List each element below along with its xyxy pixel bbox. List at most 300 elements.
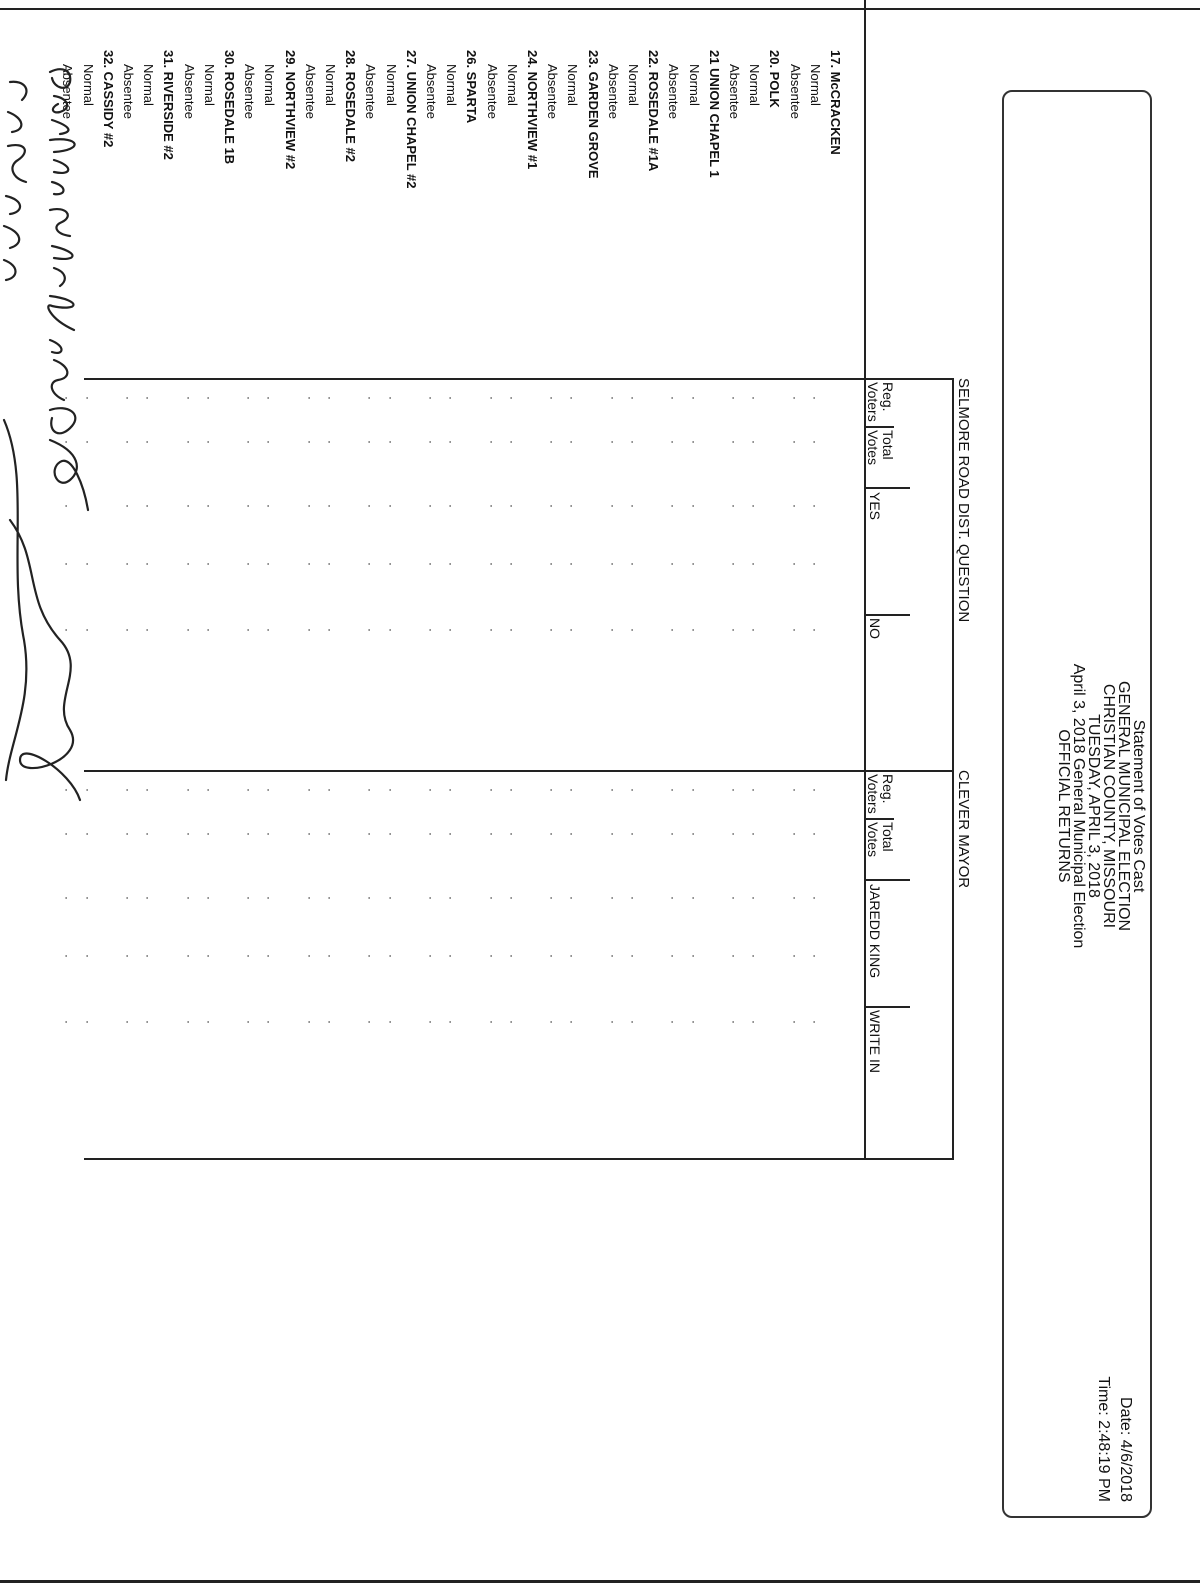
empty-cell-mark: · (565, 504, 580, 508)
empty-cell-mark: · (201, 396, 216, 400)
empty-cell-mark: · (121, 788, 135, 792)
empty-cell-mark: · (807, 504, 822, 508)
empty-cell-mark: · (242, 788, 257, 792)
empty-cell-mark: · (686, 954, 701, 958)
empty-cell-mark: · (80, 896, 95, 900)
empty-cell-mark: · (424, 440, 438, 444)
empty-cell-mark: · (626, 896, 640, 900)
empty-cell-mark: · (383, 896, 398, 900)
empty-cell-mark: · (262, 504, 277, 508)
empty-cell-mark: · (121, 628, 135, 632)
empty-cell-mark: · (747, 628, 762, 632)
empty-cell-mark: · (727, 628, 741, 632)
empty-cell-mark: · (141, 954, 156, 958)
empty-cell-mark: · (141, 628, 156, 632)
empty-cell-mark: · (121, 1020, 135, 1024)
empty-cell-mark: · (242, 440, 257, 444)
empty-cell-mark: · (444, 396, 459, 400)
empty-cell-mark: · (666, 832, 681, 836)
empty-cell-mark: · (484, 628, 499, 632)
empty-cell-mark: · (302, 1020, 317, 1024)
empty-cell-mark: · (686, 788, 701, 792)
empty-cell-mark: · (242, 832, 257, 836)
empty-cell-mark: · (727, 832, 741, 836)
empty-cell-mark: · (686, 440, 701, 444)
empty-cell-mark: · (747, 1020, 762, 1024)
empty-cell-mark: · (363, 504, 378, 508)
empty-cell-mark: · (504, 954, 519, 958)
precinct-label: 21 UNION CHAPEL 1 (706, 50, 722, 178)
empty-cell-mark: · (242, 562, 257, 566)
empty-cell-mark: · (787, 504, 802, 508)
empty-cell-mark: · (807, 628, 822, 632)
col-header: JAREDD KING (867, 884, 883, 979)
empty-cell-mark: · (181, 832, 196, 836)
precinct-subrow-label: Absentee (666, 64, 682, 119)
empty-cell-mark: · (686, 896, 701, 900)
empty-cell-mark: · (121, 832, 135, 836)
precinct-label: 24. NORTHVIEW #1 (525, 50, 540, 170)
empty-cell-mark: · (262, 954, 277, 958)
empty-cell-mark: · (424, 832, 438, 836)
empty-cell-mark: · (383, 628, 398, 632)
empty-cell-mark: · (504, 832, 519, 836)
empty-cell-mark: · (686, 832, 701, 836)
empty-cell-mark: · (424, 396, 438, 400)
empty-cell-mark: · (323, 1020, 337, 1024)
empty-cell-mark: · (201, 832, 216, 836)
empty-cell-mark: · (686, 396, 701, 400)
precinct-subrow-label: Absentee (181, 64, 197, 119)
empty-cell-mark: · (242, 1020, 257, 1024)
empty-cell-mark: · (383, 504, 398, 508)
empty-cell-mark: · (545, 832, 560, 836)
precinct-subrow-label: Absentee (727, 64, 742, 119)
precinct-subrow-label: Normal (201, 64, 217, 106)
empty-cell-mark: · (666, 896, 681, 900)
empty-cell-mark: · (747, 954, 762, 958)
empty-cell-mark: · (181, 628, 196, 632)
empty-cell-mark: · (545, 954, 560, 958)
empty-cell-mark: · (727, 788, 741, 792)
empty-cell-mark: · (363, 832, 378, 836)
empty-cell-mark: · (747, 504, 762, 508)
empty-cell-mark: · (323, 832, 337, 836)
empty-cell-mark: · (727, 440, 741, 444)
empty-cell-mark: · (444, 788, 459, 792)
empty-cell-mark: · (484, 396, 499, 400)
empty-cell-mark: · (484, 896, 499, 900)
precinct-subrow-label: Absentee (545, 64, 561, 119)
empty-cell-mark: · (242, 396, 257, 400)
race-title-clever-mayor: CLEVER MAYOR (955, 770, 972, 889)
col-header: YES (867, 492, 883, 521)
empty-cell-mark: · (727, 954, 741, 958)
empty-cell-mark: · (747, 440, 762, 444)
empty-cell-mark: · (121, 562, 135, 566)
col-header: WRITE IN (867, 1010, 883, 1073)
empty-cell-mark: · (181, 396, 196, 400)
empty-cell-mark: · (747, 562, 762, 566)
empty-cell-mark: · (60, 396, 75, 400)
empty-cell-mark: · (242, 896, 257, 900)
empty-cell-mark: · (242, 504, 257, 508)
empty-cell-mark: · (504, 440, 519, 444)
empty-cell-mark: · (363, 896, 378, 900)
empty-cell-mark: · (484, 1020, 499, 1024)
report-time: Time: 2:48:19 PM (1095, 1376, 1112, 1502)
empty-cell-mark: · (383, 440, 398, 444)
empty-cell-mark: · (80, 440, 95, 444)
empty-cell-mark: · (545, 896, 560, 900)
empty-cell-mark: · (605, 396, 620, 400)
empty-cell-mark: · (605, 628, 620, 632)
empty-cell-mark: · (302, 788, 317, 792)
precinct-label: 31. RIVERSIDE #2 (161, 50, 177, 160)
empty-cell-mark: · (242, 628, 257, 632)
report-title-line: April 3, 2018 General Municipal Election (1070, 663, 1087, 949)
empty-cell-mark: · (666, 504, 681, 508)
empty-cell-mark: · (807, 788, 822, 792)
empty-cell-mark: · (141, 896, 156, 900)
empty-cell-mark: · (121, 504, 135, 508)
empty-cell-mark: · (141, 788, 156, 792)
empty-cell-mark: · (80, 396, 95, 400)
col-header: Total Votes (865, 430, 896, 466)
empty-cell-mark: · (565, 1020, 580, 1024)
empty-cell-mark: · (363, 788, 378, 792)
empty-cell-mark: · (484, 954, 499, 958)
empty-cell-mark: · (504, 788, 519, 792)
empty-cell-mark: · (60, 440, 75, 444)
empty-cell-mark: · (302, 440, 317, 444)
empty-cell-mark: · (323, 788, 337, 792)
empty-cell-mark: · (302, 562, 317, 566)
empty-cell-mark: · (181, 788, 196, 792)
empty-cell-mark: · (504, 396, 519, 400)
empty-cell-mark: · (484, 504, 499, 508)
empty-cell-mark: · (323, 396, 337, 400)
empty-cell-mark: · (80, 562, 95, 566)
empty-cell-mark: · (383, 1020, 398, 1024)
precinct-subrow-label: Absentee (424, 64, 439, 119)
report-title-line: TUESDAY, APRIL 3, 2018 (1085, 714, 1102, 898)
empty-cell-mark: · (787, 440, 802, 444)
precinct-subrow-label: Normal (565, 64, 581, 106)
empty-cell-mark: · (747, 788, 762, 792)
empty-cell-mark: · (141, 1020, 156, 1024)
empty-cell-mark: · (626, 396, 640, 400)
empty-cell-mark: · (141, 440, 156, 444)
empty-cell-mark: · (565, 832, 580, 836)
precinct-subrow-label: Absentee (121, 64, 136, 119)
empty-cell-mark: · (807, 440, 822, 444)
empty-cell-mark: · (383, 832, 398, 836)
empty-cell-mark: · (545, 628, 560, 632)
empty-cell-mark: · (787, 788, 802, 792)
empty-cell-mark: · (242, 954, 257, 958)
precinct-subrow-label: Absentee (787, 64, 803, 119)
empty-cell-mark: · (666, 628, 681, 632)
empty-cell-mark: · (807, 562, 822, 566)
empty-cell-mark: · (444, 832, 459, 836)
empty-cell-mark: · (565, 440, 580, 444)
precinct-label: 30. ROSEDALE 1B (222, 50, 237, 165)
empty-cell-mark: · (545, 440, 560, 444)
empty-cell-mark: · (80, 954, 95, 958)
empty-cell-mark: · (60, 504, 75, 508)
empty-cell-mark: · (626, 628, 640, 632)
empty-cell-mark: · (565, 628, 580, 632)
empty-cell-mark: · (302, 832, 317, 836)
empty-cell-mark: · (201, 954, 216, 958)
col-header: Total Votes (865, 822, 896, 858)
precinct-label: 23. GARDEN GROVE (585, 50, 601, 179)
empty-cell-mark: · (60, 954, 75, 958)
empty-cell-mark: · (262, 832, 277, 836)
empty-cell-mark: · (363, 562, 378, 566)
empty-cell-mark: · (565, 954, 580, 958)
empty-cell-mark: · (686, 504, 701, 508)
empty-cell-mark: · (545, 1020, 560, 1024)
empty-cell-mark: · (201, 440, 216, 444)
precinct-subrow-label: Normal (262, 64, 278, 106)
precinct-subrow-label: Absentee (484, 64, 500, 119)
empty-cell-mark: · (363, 628, 378, 632)
empty-cell-mark: · (626, 1020, 640, 1024)
empty-cell-mark: · (121, 896, 135, 900)
empty-cell-mark: · (383, 788, 398, 792)
empty-cell-mark: · (363, 1020, 378, 1024)
empty-cell-mark: · (444, 628, 459, 632)
empty-cell-mark: · (666, 788, 681, 792)
empty-cell-mark: · (605, 504, 620, 508)
empty-cell-mark: · (323, 504, 337, 508)
empty-cell-mark: · (747, 396, 762, 400)
empty-cell-mark: · (626, 440, 640, 444)
precinct-subrow-label: Normal (626, 64, 641, 106)
empty-cell-mark: · (181, 954, 196, 958)
empty-cell-mark: · (141, 396, 156, 400)
empty-cell-mark: · (141, 562, 156, 566)
empty-cell-mark: · (686, 562, 701, 566)
report-title-line: Statement of Votes Cast (1130, 719, 1147, 893)
empty-cell-mark: · (605, 1020, 620, 1024)
empty-cell-mark: · (605, 788, 620, 792)
empty-cell-mark: · (504, 504, 519, 508)
empty-cell-mark: · (504, 896, 519, 900)
empty-cell-mark: · (121, 440, 135, 444)
empty-cell-mark: · (807, 954, 822, 958)
empty-cell-mark: · (424, 954, 438, 958)
precinct-label: 28. ROSEDALE #2 (343, 50, 359, 162)
empty-cell-mark: · (565, 562, 580, 566)
empty-cell-mark: · (727, 562, 741, 566)
precinct-subrow-label: Normal (444, 64, 460, 106)
empty-cell-mark: · (666, 954, 681, 958)
empty-cell-mark: · (141, 504, 156, 508)
precinct-label: 27. UNION CHAPEL #2 (403, 50, 419, 189)
empty-cell-mark: · (444, 1020, 459, 1024)
empty-cell-mark: · (807, 396, 822, 400)
signature-2 (4, 82, 80, 800)
precinct-subrow-label: Normal (323, 64, 338, 106)
empty-cell-mark: · (201, 896, 216, 900)
empty-cell-mark: · (60, 628, 75, 632)
precinct-label: 17. McCRACKEN (828, 50, 843, 155)
col-header: Reg. Voters (865, 774, 896, 814)
empty-cell-mark: · (727, 504, 741, 508)
empty-cell-mark: · (545, 504, 560, 508)
empty-cell-mark: · (323, 562, 337, 566)
empty-cell-mark: · (626, 562, 640, 566)
empty-cell-mark: · (565, 896, 580, 900)
empty-cell-mark: · (504, 1020, 519, 1024)
empty-cell-mark: · (605, 832, 620, 836)
empty-cell-mark: · (504, 562, 519, 566)
race-title-selmore: SELMORE ROAD DIST. QUESTION (955, 378, 972, 623)
precinct-subrow-label: Normal (686, 64, 702, 106)
empty-cell-mark: · (363, 440, 378, 444)
empty-cell-mark: · (484, 832, 499, 836)
empty-cell-mark: · (787, 562, 802, 566)
empty-cell-mark: · (201, 562, 216, 566)
empty-cell-mark: · (80, 1020, 95, 1024)
empty-cell-mark: · (787, 954, 802, 958)
empty-cell-mark: · (201, 628, 216, 632)
empty-cell-mark: · (787, 396, 802, 400)
empty-cell-mark: · (323, 440, 337, 444)
empty-cell-mark: · (60, 896, 75, 900)
empty-cell-mark: · (60, 832, 75, 836)
empty-cell-mark: · (323, 628, 337, 632)
empty-cell-mark: · (545, 396, 560, 400)
empty-cell-mark: · (80, 504, 95, 508)
empty-cell-mark: · (666, 440, 681, 444)
precinct-subrow-label: Absentee (242, 64, 258, 119)
empty-cell-mark: · (181, 1020, 196, 1024)
empty-cell-mark: · (747, 896, 762, 900)
col-header: NO (867, 618, 883, 639)
empty-cell-mark: · (626, 504, 640, 508)
empty-cell-mark: · (626, 954, 640, 958)
empty-cell-mark: · (302, 628, 317, 632)
empty-cell-mark: · (787, 628, 802, 632)
empty-cell-mark: · (605, 896, 620, 900)
empty-cell-mark: · (302, 896, 317, 900)
empty-cell-mark: · (181, 562, 196, 566)
empty-cell-mark: · (121, 954, 135, 958)
empty-cell-mark: · (605, 562, 620, 566)
report-title-line: OFFICIAL RETURNS (1055, 729, 1072, 883)
empty-cell-mark: · (424, 788, 438, 792)
empty-cell-mark: · (484, 788, 499, 792)
empty-cell-mark: · (383, 562, 398, 566)
empty-cell-mark: · (626, 788, 640, 792)
empty-cell-mark: · (626, 832, 640, 836)
empty-cell-mark: · (444, 896, 459, 900)
empty-cell-mark: · (807, 1020, 822, 1024)
empty-cell-mark: · (727, 896, 741, 900)
empty-cell-mark: · (424, 1020, 438, 1024)
empty-cell-mark: · (686, 628, 701, 632)
empty-cell-mark: · (747, 832, 762, 836)
empty-cell-mark: · (181, 896, 196, 900)
precinct-subrow-label: Absentee (302, 64, 318, 119)
empty-cell-mark: · (363, 954, 378, 958)
empty-cell-mark: · (80, 628, 95, 632)
empty-cell-mark: · (262, 896, 277, 900)
empty-cell-mark: · (60, 562, 75, 566)
precinct-subrow-label: Normal (747, 64, 763, 106)
empty-cell-mark: · (383, 954, 398, 958)
empty-cell-mark: · (504, 628, 519, 632)
empty-cell-mark: · (545, 562, 560, 566)
precinct-label: 22. ROSEDALE #1A (646, 50, 662, 172)
empty-cell-mark: · (484, 562, 499, 566)
report-title-line: CHRISTIAN COUNTY, MISSOURI (1100, 683, 1117, 929)
empty-cell-mark: · (727, 396, 741, 400)
empty-cell-mark: · (666, 562, 681, 566)
precinct-subrow-label: Normal (383, 64, 399, 106)
empty-cell-mark: · (262, 396, 277, 400)
empty-cell-mark: · (605, 440, 620, 444)
empty-cell-mark: · (262, 788, 277, 792)
precinct-label: 26. SPARTA (464, 50, 480, 124)
empty-cell-mark: · (444, 562, 459, 566)
empty-cell-mark: · (605, 954, 620, 958)
empty-cell-mark: · (262, 628, 277, 632)
report-date: Date: 4/6/2018 (1117, 1397, 1134, 1502)
precinct-subrow-label: Normal (80, 64, 96, 106)
empty-cell-mark: · (565, 788, 580, 792)
precinct-subrow-label: Normal (807, 64, 823, 106)
empty-cell-mark: · (444, 440, 459, 444)
empty-cell-mark: · (484, 440, 499, 444)
empty-cell-mark: · (302, 954, 317, 958)
empty-cell-mark: · (444, 504, 459, 508)
empty-cell-mark: · (141, 832, 156, 836)
empty-cell-mark: · (302, 396, 317, 400)
empty-cell-mark: · (787, 1020, 802, 1024)
empty-cell-mark: · (60, 788, 75, 792)
precinct-subrow-label: Absentee (363, 64, 379, 119)
empty-cell-mark: · (201, 788, 216, 792)
report-title-line: GENERAL MUNICIPAL ELECTION (1115, 680, 1132, 932)
empty-cell-mark: · (807, 896, 822, 900)
empty-cell-mark: · (181, 440, 196, 444)
precinct-subrow-label: Normal (504, 64, 520, 106)
empty-cell-mark: · (302, 504, 317, 508)
empty-cell-mark: · (545, 788, 560, 792)
empty-cell-mark: · (444, 954, 459, 958)
empty-cell-mark: · (323, 954, 337, 958)
empty-cell-mark: · (565, 396, 580, 400)
empty-cell-mark: · (262, 440, 277, 444)
precinct-subrow-label: Absentee (60, 64, 76, 119)
signature-1 (48, 69, 88, 510)
empty-cell-mark: · (807, 832, 822, 836)
empty-cell-mark: · (201, 504, 216, 508)
empty-cell-mark: · (181, 504, 196, 508)
empty-cell-mark: · (323, 896, 337, 900)
precinct-subrow-label: Absentee (605, 64, 621, 119)
empty-cell-mark: · (424, 504, 438, 508)
precinct-label: 29. NORTHVIEW #2 (282, 50, 298, 170)
empty-cell-mark: · (424, 628, 438, 632)
precinct-label: 32. CASSIDY #2 (100, 50, 116, 148)
empty-cell-mark: · (201, 1020, 216, 1024)
